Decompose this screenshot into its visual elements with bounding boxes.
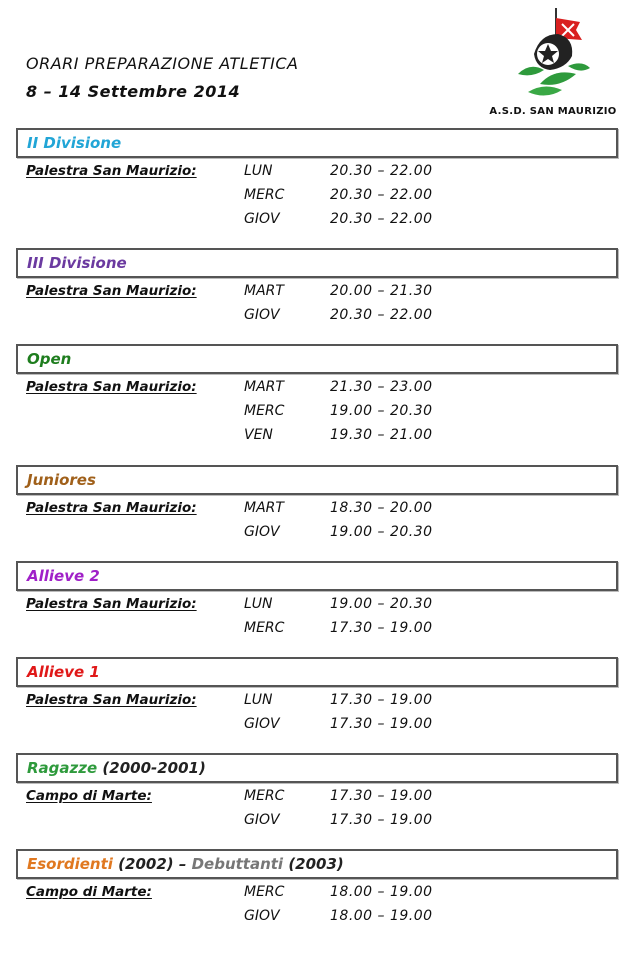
slot-day: MERC xyxy=(244,620,285,636)
venue-label: Palestra San Maurizio: xyxy=(26,283,197,299)
slot-time: 19.00 – 20.30 xyxy=(330,403,433,419)
slot-row xyxy=(16,807,618,831)
schedule-section xyxy=(16,849,618,927)
page-title: ORARI PREPARAZIONE ATLETICA xyxy=(26,54,299,73)
slot-day: GIOV xyxy=(244,524,280,540)
slot-time: 18.00 – 19.00 xyxy=(330,884,433,900)
venue-label: Palestra San Maurizio: xyxy=(26,692,197,708)
schedule-section xyxy=(16,753,618,831)
slot-day: LUN xyxy=(244,163,273,179)
venue-label: Campo di Marte: xyxy=(26,788,152,804)
slot-row xyxy=(16,783,618,807)
slot-row xyxy=(16,302,618,326)
slot-day: LUN xyxy=(244,692,273,708)
club-logo xyxy=(488,4,618,122)
slot-list xyxy=(16,879,618,927)
slot-day: MERC xyxy=(244,788,285,804)
slot-row xyxy=(16,182,618,206)
slot-list xyxy=(16,495,618,543)
slot-list xyxy=(16,374,618,446)
slot-row xyxy=(16,591,618,615)
slot-row xyxy=(16,879,618,903)
slot-day: GIOV xyxy=(244,211,280,227)
schedule-section xyxy=(16,657,618,735)
schedule-section xyxy=(16,248,618,326)
section-title-box xyxy=(16,753,618,783)
section-title-box xyxy=(16,657,618,687)
section-title-years: (2000-2001) xyxy=(102,759,206,777)
slot-time: 17.30 – 19.00 xyxy=(330,620,433,636)
section-title-box xyxy=(16,849,618,879)
slot-time: 19.00 – 20.30 xyxy=(330,524,433,540)
slot-row xyxy=(16,398,618,422)
section-title: III Divisione xyxy=(27,254,127,272)
slot-time: 20.30 – 22.00 xyxy=(330,187,433,203)
page-dates: 8 – 14 Settembre 2014 xyxy=(26,82,241,101)
slot-row xyxy=(16,495,618,519)
slot-row xyxy=(16,278,618,302)
section-title-box xyxy=(16,465,618,495)
slot-time: 20.30 – 22.00 xyxy=(330,307,433,323)
section-title-second: Debuttanti xyxy=(191,855,284,873)
slot-time: 17.30 – 19.00 xyxy=(330,788,433,804)
slot-time: 20.30 – 22.00 xyxy=(330,211,433,227)
schedule-section xyxy=(16,465,618,543)
slot-list xyxy=(16,158,618,230)
slot-time: 19.30 – 21.00 xyxy=(330,427,433,443)
section-title-box xyxy=(16,128,618,158)
section-title: Ragazze xyxy=(27,759,98,777)
page-header xyxy=(26,50,298,106)
section-title: II Divisione xyxy=(27,134,122,152)
slot-row xyxy=(16,687,618,711)
slot-time: 20.00 – 21.30 xyxy=(330,283,433,299)
slot-day: LUN xyxy=(244,596,273,612)
venue-label: Palestra San Maurizio: xyxy=(26,163,197,179)
club-name: A.S.D. SAN MAURIZIO xyxy=(489,106,617,117)
slot-day: GIOV xyxy=(244,716,280,732)
venue-label: Palestra San Maurizio: xyxy=(26,596,197,612)
section-title: Juniores xyxy=(27,471,96,489)
slot-time: 17.30 – 19.00 xyxy=(330,692,433,708)
section-title-years: (2002) xyxy=(118,855,174,873)
slot-list xyxy=(16,591,618,639)
slot-time: 19.00 – 20.30 xyxy=(330,596,433,612)
schedule-section xyxy=(16,128,618,230)
slot-time: 18.30 – 20.00 xyxy=(330,500,433,516)
slot-day: MERC xyxy=(244,403,285,419)
slot-time: 17.30 – 19.00 xyxy=(330,812,433,828)
slot-time: 21.30 – 23.00 xyxy=(330,379,433,395)
slot-day: GIOV xyxy=(244,812,280,828)
slot-row xyxy=(16,158,618,182)
slot-row xyxy=(16,206,618,230)
club-emblem-icon xyxy=(510,4,596,108)
slot-list xyxy=(16,687,618,735)
slot-list xyxy=(16,278,618,326)
slot-time: 18.00 – 19.00 xyxy=(330,908,433,924)
slot-day: GIOV xyxy=(244,307,280,323)
slot-day: MERC xyxy=(244,187,285,203)
slot-day: MART xyxy=(244,283,284,299)
section-title-years-second: (2003) xyxy=(288,855,344,873)
venue-label: Palestra San Maurizio: xyxy=(26,500,197,516)
slot-day: MART xyxy=(244,500,284,516)
venue-label: Campo di Marte: xyxy=(26,884,152,900)
slot-day: MART xyxy=(244,379,284,395)
slot-day: VEN xyxy=(244,427,273,443)
schedule-section xyxy=(16,344,618,446)
section-title: Esordienti xyxy=(27,855,113,873)
slot-row xyxy=(16,374,618,398)
section-title-box xyxy=(16,561,618,591)
slot-time: 20.30 – 22.00 xyxy=(330,163,433,179)
slot-list xyxy=(16,783,618,831)
section-title: Allieve 2 xyxy=(27,567,100,585)
schedule-section xyxy=(16,561,618,639)
slot-day: GIOV xyxy=(244,908,280,924)
slot-row xyxy=(16,903,618,927)
slot-day: MERC xyxy=(244,884,285,900)
section-title: Open xyxy=(27,350,72,368)
slot-row xyxy=(16,711,618,735)
section-title: Allieve 1 xyxy=(27,663,100,681)
slot-row xyxy=(16,519,618,543)
section-title-box xyxy=(16,344,618,374)
slot-time: 17.30 – 19.00 xyxy=(330,716,433,732)
slot-row xyxy=(16,422,618,446)
section-title-separator: – xyxy=(173,855,192,873)
slot-row xyxy=(16,615,618,639)
section-title-box xyxy=(16,248,618,278)
venue-label: Palestra San Maurizio: xyxy=(26,379,197,395)
